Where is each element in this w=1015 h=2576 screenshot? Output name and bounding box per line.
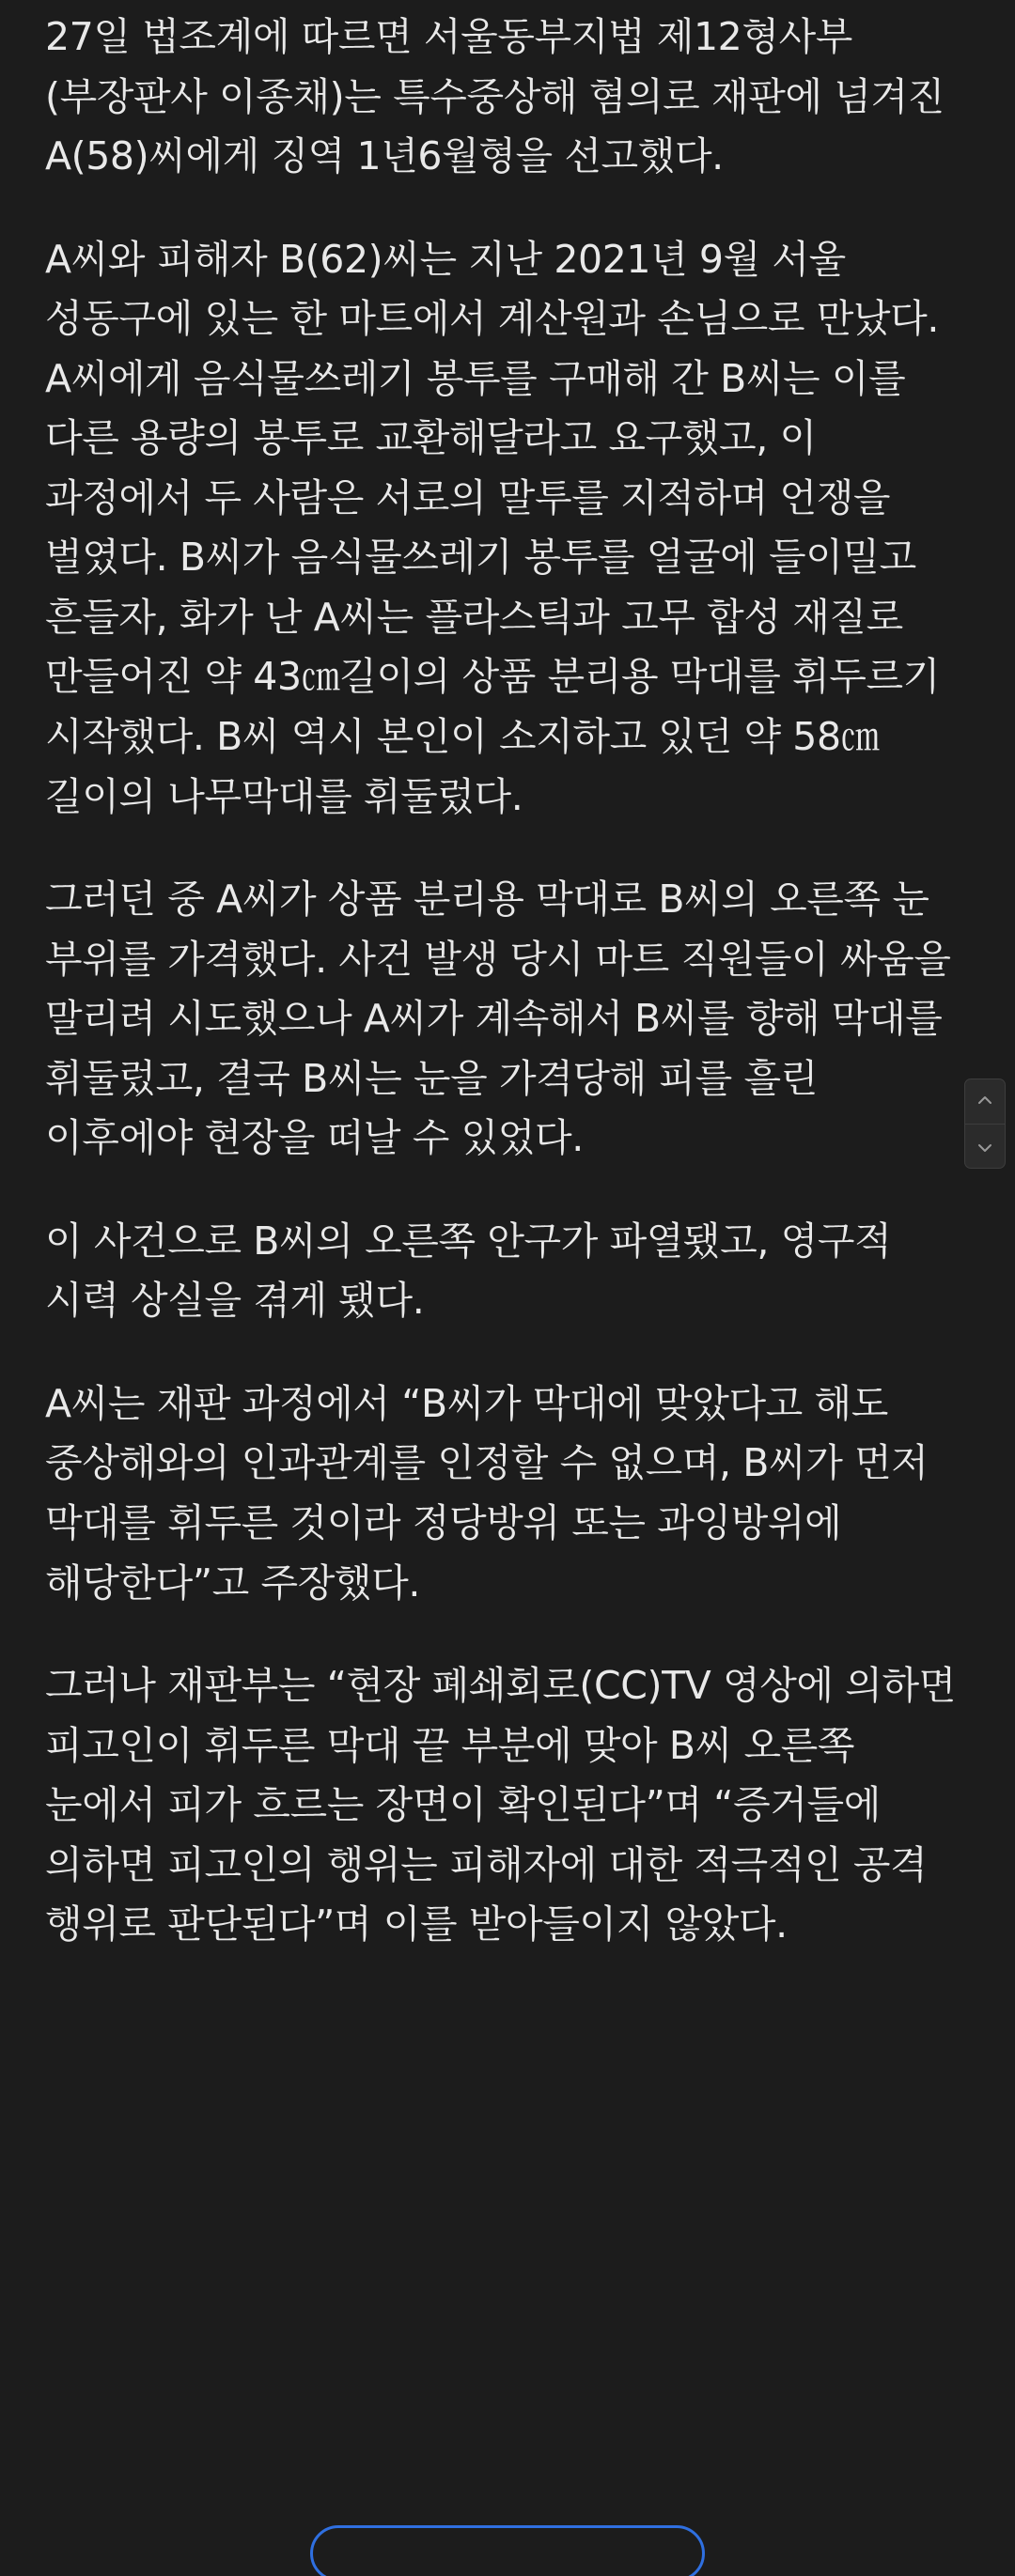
article-paragraph: 27일 법조계에 따르면 서울동부지법 제12형사부(부장판사 이종채)는 특수중상해 혐의로 재판에 넘겨진 A(58)씨에게 징역 1년6월형을 선고했다. [45, 14, 945, 179]
article-paragraph: 이 사건으로 B씨의 오른쪽 안구가 파열됐고, 영구적 시력 상실을 겪게 됐다. [45, 1218, 892, 1324]
scroll-position-control[interactable] [964, 1079, 1006, 1169]
article-paragraph: A씨와 피해자 B(62)씨는 지난 2021년 9월 서울 성동구에 있는 한 마트에서 계산원과 손님으로 만났다. A씨에게 음식물쓰레기 봉투를 구매해 간 B씨는 이를 다른 용량의 봉투로 교환해달라고 요구했고, 이 과정에서 두 사람은 서로의 말투를 지적하며 언쟁을 벌였다. B씨가 음식물쓰레기 봉투를 얼굴에 들이밀고 흔들자, 화가 난 A씨는 플라스틱과 고무 합성 재질로 만들어진 약 43㎝길이의 상품 분리용 막대를 휘두르기 시작했다. B씨 역시 본인이 소지하고 있던 약 58㎝ 길이의 나무막대를 휘둘렀다. [45, 236, 940, 819]
article-body [45, 0, 970, 1955]
chevron-down-icon[interactable] [976, 1139, 994, 1157]
chevron-up-icon[interactable] [976, 1091, 994, 1110]
article-paragraph: A씨는 재판 과정에서 “B씨가 막대에 맞았다고 해도 중상해와의 인과관계를 인정할 수 없으며, B씨가 먼저 막대를 휘두른 것이라 정당방위 또는 과잉방위에 해당한다”고 주장했다. [45, 1380, 929, 1606]
article-paragraph: 그러나 재판부는 “현장 폐쇄회로(CC)TV 영상에 의하면 피고인이 휘두른 막대 끝 부분에 맞아 B씨 오른쪽 눈에서 피가 흐르는 장면이 확인된다”며 “증거들에 의하면 피고인의 행위는 피해자에 대한 적극적인 공격 행위로 판단된다”며 이를 받아들이지 않았다. [45, 1663, 956, 1948]
bottom-action-button[interactable] [310, 2525, 705, 2576]
article-paragraph: 그러던 중 A씨가 상품 분리용 막대로 B씨의 오른쪽 눈 부위를 가격했다. 사건 발생 당시 마트 직원들이 싸움을 말리려 시도했으나 A씨가 계속해서 B씨를 향해 막대를 휘둘렀고, 결국 B씨는 눈을 가격당해 피를 흘린 이후에야 현장을 떠날 수 있었다. [45, 877, 951, 1161]
scroll-divider [965, 1124, 1005, 1125]
